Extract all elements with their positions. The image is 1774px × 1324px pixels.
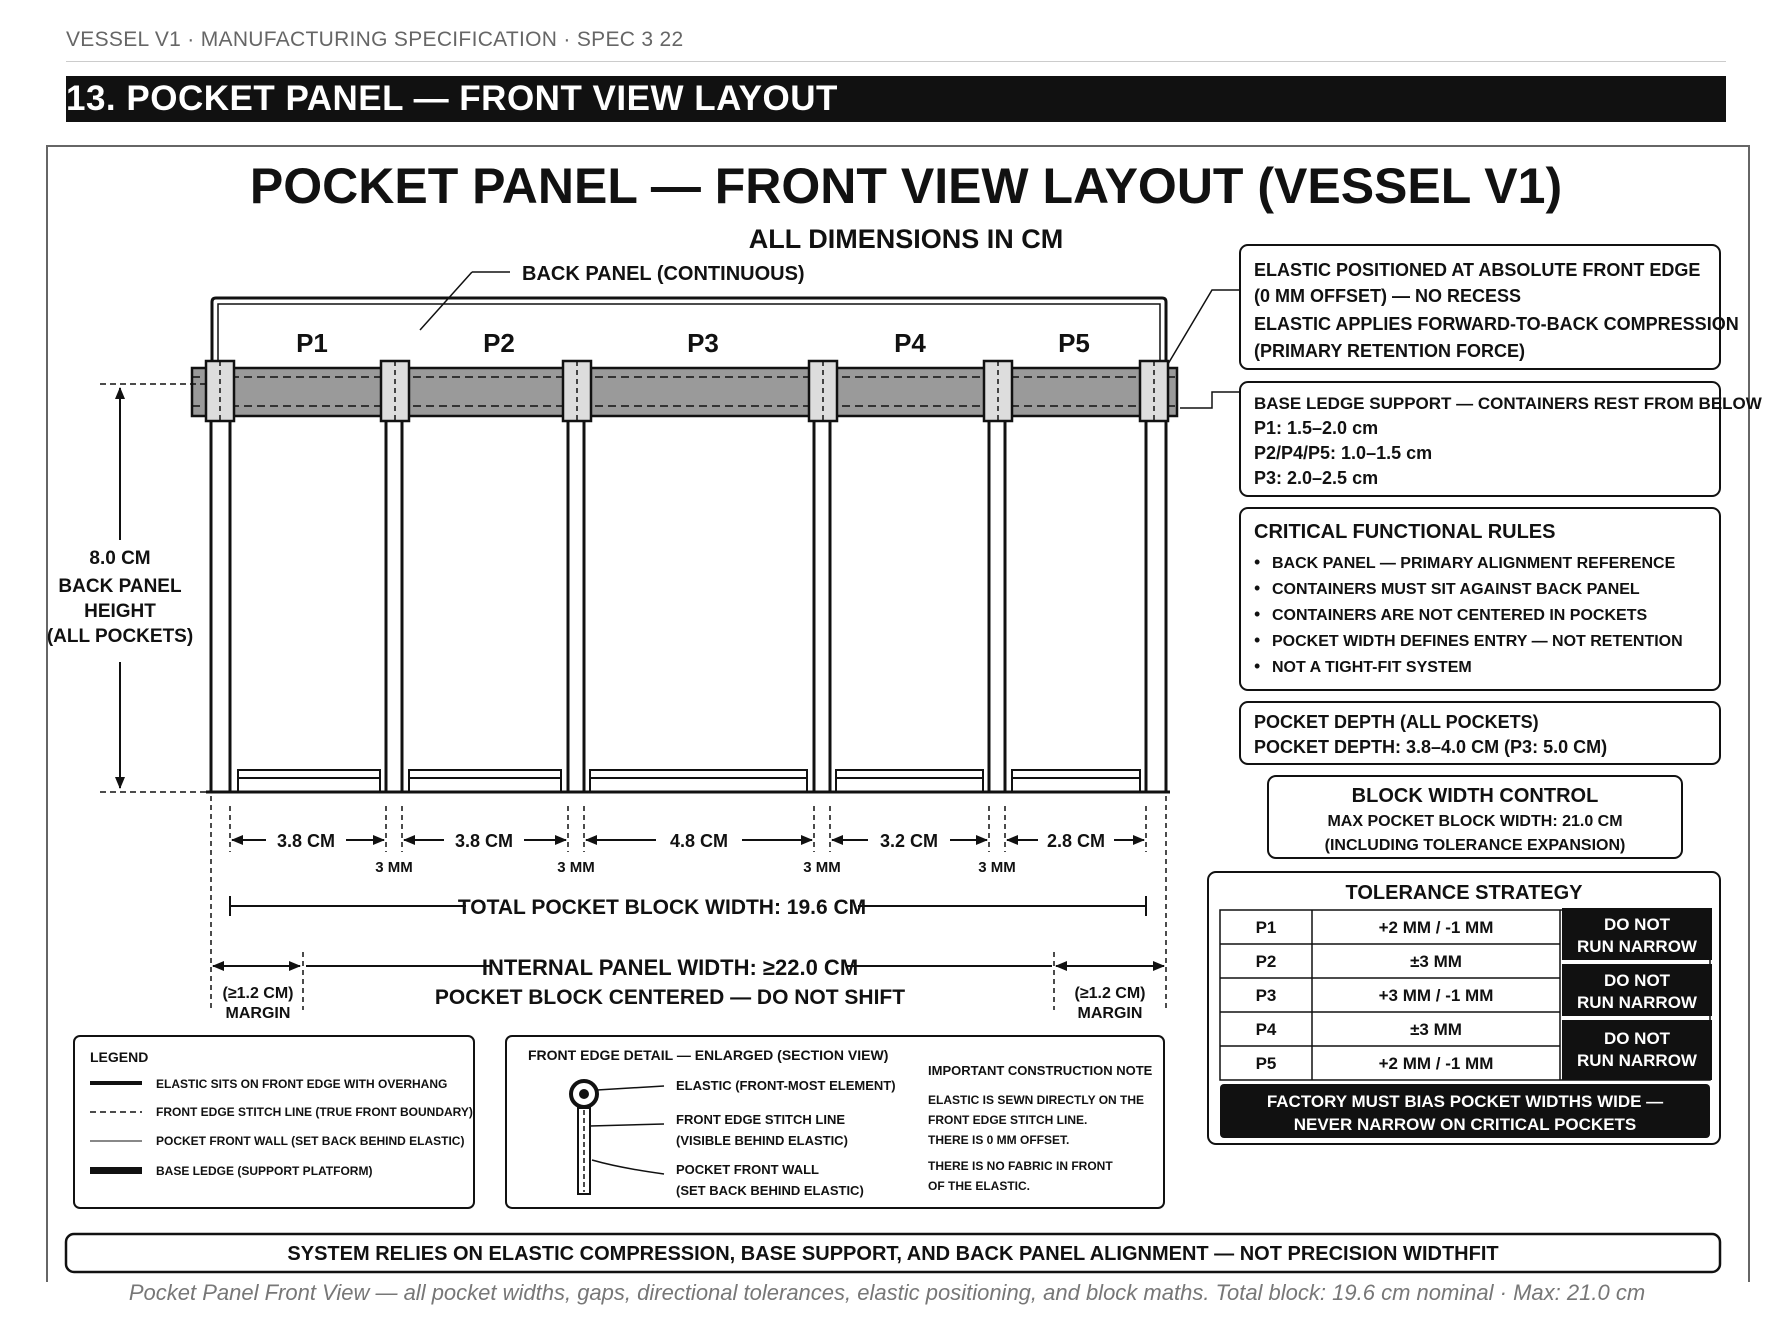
rule-1: BACK PANEL — PRIMARY ALIGNMENT REFERENCE bbox=[1272, 555, 1676, 572]
breadcrumb: VESSEL V1 · MANUFACTURING SPECIFICATION · SPEC 3 22 bbox=[66, 28, 684, 51]
legend-swatch-ledge bbox=[90, 1167, 142, 1174]
legend-title: LEGEND bbox=[90, 1049, 149, 1065]
tolerance-title: TOLERANCE STRATEGY bbox=[1345, 882, 1583, 904]
construction-note-title: IMPORTANT CONSTRUCTION NOTE bbox=[928, 1063, 1153, 1078]
diagram-subtitle: ALL DIMENSIONS IN CM bbox=[748, 224, 1064, 254]
base-ledge-p1: P1: 1.5–2.0 cm bbox=[1254, 418, 1379, 438]
elastic-note-line-4: (PRIMARY RETENTION FORCE) bbox=[1254, 341, 1526, 361]
margin-right-value: (≥1.2 CM) bbox=[1074, 985, 1146, 1002]
block-width-title: BLOCK WIDTH CONTROL bbox=[1351, 785, 1599, 807]
rule-5: NOT A TIGHT-FIT SYSTEM bbox=[1272, 659, 1472, 676]
rule-bullet-3: • bbox=[1254, 604, 1261, 624]
flag-2-line-2: RUN NARROW bbox=[1577, 993, 1697, 1012]
construction-note-3: THERE IS 0 MM OFFSET. bbox=[928, 1133, 1070, 1147]
figure-caption: Pocket Panel Front View — all pocket widths, gaps, directional tolerances, elastic positioning, and block maths. Total block: 19.6 cm nominal · Max: 21.0 cm bbox=[128, 1280, 1646, 1305]
height-line-3: HEIGHT bbox=[84, 601, 156, 622]
critical-rules bbox=[1240, 508, 1720, 690]
system-note-text: SYSTEM RELIES ON ELASTIC COMPRESSION, BASE SUPPORT, AND BACK PANEL ALIGNMENT — NOT PRECISION WIDTHFIT bbox=[287, 1243, 1499, 1265]
gap-label-1: 3 MM bbox=[375, 859, 413, 876]
tol-p4-label: P4 bbox=[1255, 1020, 1277, 1039]
centered-label: POCKET BLOCK CENTERED — DO NOT SHIFT bbox=[434, 986, 906, 1009]
pocket-walls bbox=[206, 400, 1170, 792]
rule-3: CONTAINERS ARE NOT CENTERED IN POCKETS bbox=[1272, 607, 1648, 624]
note-leaders bbox=[1168, 290, 1240, 408]
base-ledge-title: BASE LEDGE SUPPORT — CONTAINERS REST FROM BELOW bbox=[1254, 394, 1762, 413]
base-ledge-note bbox=[1240, 382, 1763, 496]
elastic-note bbox=[1240, 245, 1739, 369]
rule-bullet-1: • bbox=[1254, 552, 1261, 572]
tol-p1-label: P1 bbox=[1255, 918, 1277, 937]
base-ledge-p245: P2/P4/P5: 1.0–1.5 cm bbox=[1254, 443, 1433, 463]
construction-note-1: ELASTIC IS SEWN DIRECTLY ON THE bbox=[928, 1093, 1145, 1107]
block-width-note bbox=[1268, 776, 1682, 858]
tol-p1-value: +2 MM / -1 MM bbox=[1378, 918, 1494, 937]
total-width-label: TOTAL POCKET BLOCK WIDTH: 19.6 CM bbox=[457, 896, 867, 919]
front-edge-title: FRONT EDGE DETAIL — ENLARGED (SECTION VIEW) bbox=[528, 1047, 889, 1063]
tol-p5-value: +2 MM / -1 MM bbox=[1378, 1054, 1494, 1073]
callout-wall: POCKET FRONT WALL bbox=[676, 1162, 819, 1177]
rule-4: POCKET WIDTH DEFINES ENTRY — NOT RETENTION bbox=[1272, 633, 1683, 650]
callout-stitch: FRONT EDGE STITCH LINE bbox=[676, 1112, 845, 1127]
callout-elastic: ELASTIC (FRONT-MOST ELEMENT) bbox=[676, 1078, 896, 1093]
height-value: 8.0 CM bbox=[89, 548, 151, 569]
callout-wall-sub: (SET BACK BEHIND ELASTIC) bbox=[676, 1183, 864, 1198]
gap-label-2: 3 MM bbox=[557, 859, 595, 876]
factory-bias-line-1: FACTORY MUST BIAS POCKET WIDTHS WIDE — bbox=[1266, 1092, 1664, 1111]
rule-2: CONTAINERS MUST SIT AGAINST BACK PANEL bbox=[1272, 581, 1640, 598]
system-note bbox=[66, 1234, 1720, 1272]
back-panel-label: BACK PANEL (CONTINUOUS) bbox=[522, 263, 805, 285]
construction-note-4: THERE IS NO FABRIC IN FRONT bbox=[928, 1159, 1113, 1173]
width-p4: 3.2 CM bbox=[879, 831, 939, 851]
margin-right-word: MARGIN bbox=[1077, 1005, 1143, 1022]
pocket-depth-value: POCKET DEPTH: 3.8–4.0 CM (P3: 5.0 CM) bbox=[1254, 737, 1608, 757]
pocket-depth-note bbox=[1240, 702, 1720, 764]
construction-note-5: OF THE ELASTIC. bbox=[928, 1179, 1030, 1193]
callout-stitch-sub: (VISIBLE BEHIND ELASTIC) bbox=[676, 1133, 848, 1148]
internal-width-label: INTERNAL PANEL WIDTH: ≥22.0 CM bbox=[481, 955, 859, 980]
elastic-note-line-1: ELASTIC POSITIONED AT ABSOLUTE FRONT EDGE bbox=[1254, 260, 1701, 280]
flag-3-line-2: RUN NARROW bbox=[1577, 1051, 1697, 1070]
legend-item-elastic: ELASTIC SITS ON FRONT EDGE WITH OVERHANG bbox=[156, 1077, 448, 1091]
legend bbox=[74, 1036, 474, 1208]
flag-2-line-1: DO NOT bbox=[1603, 971, 1671, 990]
pocket-depth-title: POCKET DEPTH (ALL POCKETS) bbox=[1254, 712, 1539, 732]
legend-item-wall: POCKET FRONT WALL (SET BACK BEHIND ELASTIC) bbox=[156, 1134, 465, 1148]
flag-3-line-1: DO NOT bbox=[1603, 1029, 1671, 1048]
base-ledge-p3: P3: 2.0–2.5 cm bbox=[1254, 468, 1379, 488]
flag-1-line-2: RUN NARROW bbox=[1577, 937, 1697, 956]
tol-p3-label: P3 bbox=[1255, 986, 1277, 1005]
height-line-4: (ALL POCKETS) bbox=[46, 626, 194, 647]
tol-p5-label: P5 bbox=[1255, 1054, 1277, 1073]
pocket-label-p1: P1 bbox=[296, 328, 328, 358]
diagram-title: POCKET PANEL — FRONT VIEW LAYOUT (VESSEL V1) bbox=[249, 158, 1563, 214]
front-edge-detail bbox=[506, 1036, 1164, 1208]
critical-rules-title: CRITICAL FUNCTIONAL RULES bbox=[1254, 521, 1556, 543]
construction-note-2: FRONT EDGE STITCH LINE. bbox=[928, 1113, 1088, 1127]
legend-item-ledge: BASE LEDGE (SUPPORT PLATFORM) bbox=[156, 1164, 373, 1178]
tolerance-strategy bbox=[1208, 872, 1720, 1144]
gap-label-4: 3 MM bbox=[978, 859, 1016, 876]
rule-bullet-4: • bbox=[1254, 630, 1261, 650]
block-width-incl: (INCLUDING TOLERANCE EXPANSION) bbox=[1324, 837, 1626, 854]
tol-p2-value: ±3 MM bbox=[1410, 952, 1462, 971]
pocket-label-p5: P5 bbox=[1058, 328, 1090, 358]
pocket-label-p3: P3 bbox=[687, 328, 719, 358]
gap-label-3: 3 MM bbox=[803, 859, 841, 876]
legend-item-stitch: FRONT EDGE STITCH LINE (TRUE FRONT BOUNDARY) bbox=[156, 1105, 473, 1119]
section-title: 13. POCKET PANEL — FRONT VIEW LAYOUT bbox=[66, 76, 1726, 122]
width-p1: 3.8 CM bbox=[276, 831, 336, 851]
tol-p4-value: ±3 MM bbox=[1410, 1020, 1462, 1039]
factory-bias-line-2: NEVER NARROW ON CRITICAL POCKETS bbox=[1293, 1115, 1637, 1134]
width-p2: 3.8 CM bbox=[454, 831, 514, 851]
pocket-label-p2: P2 bbox=[483, 328, 515, 358]
elastic-note-line-2: (0 MM OFFSET) — NO RECESS bbox=[1254, 286, 1522, 306]
tol-p2-label: P2 bbox=[1255, 952, 1277, 971]
width-p5: 2.8 CM bbox=[1046, 831, 1106, 851]
elastic-band bbox=[192, 368, 1177, 416]
elastic-note-line-3: ELASTIC APPLIES FORWARD-TO-BACK COMPRESSION bbox=[1254, 314, 1739, 334]
margin-left-value: (≥1.2 CM) bbox=[222, 985, 294, 1002]
height-line-2: BACK PANEL bbox=[58, 576, 182, 597]
rule-bullet-5: • bbox=[1254, 656, 1261, 676]
pocket-label-p4: P4 bbox=[894, 328, 926, 358]
margin-left-word: MARGIN bbox=[225, 1005, 291, 1022]
block-width-max: MAX POCKET BLOCK WIDTH: 21.0 CM bbox=[1327, 813, 1623, 830]
flag-1-line-1: DO NOT bbox=[1603, 915, 1671, 934]
tol-p3-value: +3 MM / -1 MM bbox=[1378, 986, 1494, 1005]
width-p3: 4.8 CM bbox=[669, 831, 729, 851]
rule-bullet-2: • bbox=[1254, 578, 1261, 598]
